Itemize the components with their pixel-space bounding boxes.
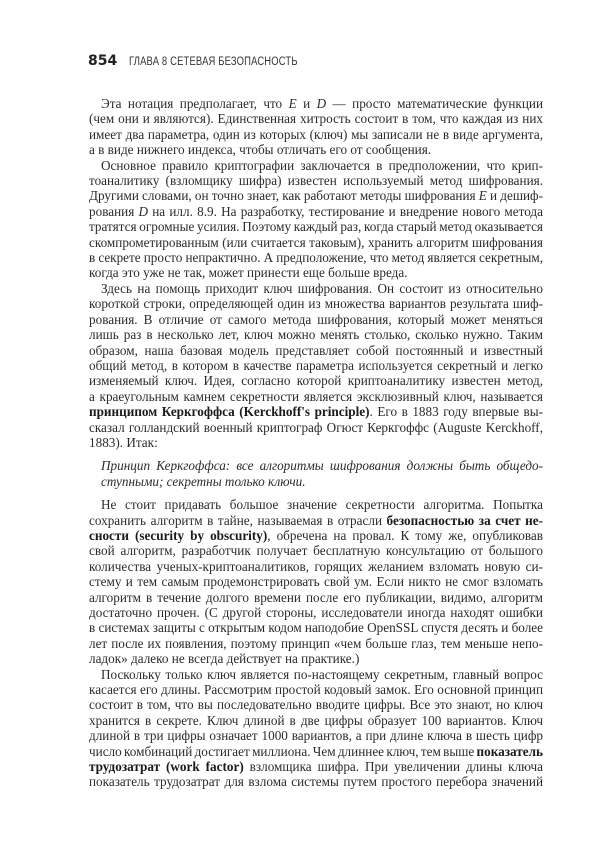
text-line bbox=[89, 713, 543, 728]
text-run: скомпрометированным (или считается таковым), хранить алгоритм шифрования bbox=[89, 234, 543, 250]
text-line bbox=[89, 513, 543, 528]
chapter-title: ГЛАВА 8 СЕТЕВАЯ БЕЗОПАСНОСТЬ bbox=[129, 56, 298, 68]
text-run: лишь раз в несколько лет, ключ можно менять столько, сколько нужно. Таким bbox=[89, 327, 543, 343]
text-run: состоит в том, что вы последовательно вводите цифры. Все это знают, но ключ bbox=[89, 697, 543, 713]
page-body-text bbox=[89, 96, 543, 790]
text-line bbox=[89, 373, 543, 388]
text-line bbox=[89, 728, 543, 743]
text-line bbox=[89, 281, 543, 296]
text-run: сохранить алгоритм в тайне, называемая в отрасли bbox=[89, 512, 387, 528]
text-run: Здесь на помощь приходит ключ шифрования. Он состоит из относительно bbox=[101, 280, 543, 296]
paragraph bbox=[89, 497, 543, 666]
text-line bbox=[89, 111, 543, 126]
running-header bbox=[88, 53, 335, 69]
text-run: 1883). Итак: bbox=[89, 434, 158, 450]
text-run: имеет два параметра, один из которых (ключ) мы записали не в виде аргумента, bbox=[89, 126, 543, 142]
text-run: лет после их появления, поэтому принцип «чем больше глаз, тем меньше непо- bbox=[89, 635, 543, 651]
text-line bbox=[89, 590, 543, 605]
text-line bbox=[89, 605, 543, 620]
text-line bbox=[89, 744, 543, 759]
text-line bbox=[89, 420, 543, 435]
text-line bbox=[89, 235, 543, 250]
text-line bbox=[89, 296, 543, 311]
text-run: , обречена на провал. К тому же, опубликовав bbox=[267, 527, 543, 543]
text-line bbox=[89, 559, 543, 574]
text-run: хранится в секрете. Ключ длиной в две цифры образует 100 вариантов. Ключ bbox=[89, 712, 543, 728]
text-run: Поскольку только ключ является по-настоящему секретным, главный вопрос bbox=[101, 666, 543, 682]
text-line bbox=[89, 389, 543, 404]
text-line bbox=[89, 682, 543, 697]
blockquote bbox=[101, 458, 543, 489]
text-line bbox=[89, 620, 543, 635]
text-run: длиной в три цифры означает 1000 вариантов, а при длине ключа в шесть цифр bbox=[89, 728, 543, 744]
text-line bbox=[89, 343, 543, 358]
text-run: Основное правило криптографии заключается в предположении, что крип- bbox=[101, 157, 543, 173]
text-line bbox=[89, 774, 543, 789]
text-line bbox=[89, 204, 543, 219]
text-run: на илл. 8.9. На разработку, тестирование и внедрение нового метода bbox=[148, 203, 543, 219]
text-run: изменяемый ключ. Идея, согласно которой криптоаналитику известен метод, bbox=[89, 373, 543, 389]
text-run: Другими словами, он точно знает, как работают методы шифрования bbox=[89, 188, 479, 204]
text-run: а в виде нижнего индекса, чтобы отличать его от сообщения. bbox=[89, 142, 432, 158]
text-run: в системах защиты с открытым кодом наподобие OpenSSL спустя десять и более bbox=[89, 620, 543, 636]
bold-term: принципом Керкгоффса (Kerckhoff's principle) bbox=[89, 404, 370, 420]
math-variable: E bbox=[288, 96, 297, 111]
text-run: свой алгоритм, разработчик получает бесплатную консультацию от большого bbox=[89, 543, 543, 559]
text-run: когда это уже не так, может принести еще больше вреда. bbox=[89, 265, 408, 281]
text-run: (чем они и являются). Единственная хитрость состоит в том, что каждая из них bbox=[89, 111, 543, 127]
text-run: достаточно прочен. (С другой стороны, исследователи иногда находят ошибки bbox=[89, 605, 543, 620]
math-variable: D bbox=[138, 203, 149, 219]
text-run: в секрете просто непрактично. А предположение, что метод является секретным, bbox=[89, 250, 543, 266]
text-run: стему и тем самым продемонстрировать свой ум. Если никто не смог взломать bbox=[89, 574, 543, 590]
paragraph bbox=[89, 281, 543, 450]
text-run: и bbox=[296, 96, 317, 111]
text-line bbox=[89, 96, 543, 111]
bold-term: трудозатрат (work factor) bbox=[89, 759, 244, 775]
text-line bbox=[89, 651, 543, 666]
text-run: рования bbox=[89, 203, 139, 219]
text-line bbox=[89, 265, 543, 280]
text-run: взломщика шифра. При увеличении длины ключа bbox=[243, 759, 543, 775]
text-run: ладок» далеко не всегда действует на практике.) bbox=[89, 651, 360, 667]
math-variable: E bbox=[478, 188, 487, 204]
paragraph bbox=[89, 96, 543, 158]
text-run: касается его длины. Рассмотрим простой кодовый замок. Его основной принцип bbox=[89, 682, 543, 698]
text-run: количества ученых-криптоаналитиков, горящих желанием взломать новую си- bbox=[89, 558, 543, 574]
text-run: а краеугольным камнем секретности является эксклюзивный ключ, называется bbox=[89, 388, 543, 404]
text-run: Принцип Керкгоффса: все алгоритмы шифрования должны быть общедо- bbox=[101, 458, 543, 474]
text-run: число комбинаций достигает миллиона. Чем длиннее ключ, тем выше bbox=[89, 743, 477, 759]
text-line bbox=[89, 404, 543, 419]
text-run: показатель трудозатрат для взлома системы путем простого перебора значений bbox=[89, 774, 543, 790]
paragraph bbox=[89, 158, 543, 281]
text-line bbox=[89, 574, 543, 589]
text-line bbox=[89, 697, 543, 712]
text-run: алгоритм в течение долгого времени после его публикации, видимо, алгоритм bbox=[89, 589, 543, 605]
text-line bbox=[89, 219, 543, 234]
text-line bbox=[89, 327, 543, 342]
text-run: общий метод, в котором в качестве параметра используется секретный и легко bbox=[89, 357, 543, 373]
text-run: Не стоит придавать большое значение секретности алгоритма. Попытка bbox=[101, 497, 543, 513]
text-run: ступными; секретны только ключи. bbox=[101, 473, 306, 489]
text-run: и дешиф- bbox=[486, 188, 543, 204]
text-run: . Его в 1883 году впервые вы- bbox=[369, 404, 543, 420]
text-line bbox=[89, 497, 543, 512]
text-run: Эта нотация предполагает, что bbox=[101, 96, 289, 111]
page-number: 854 bbox=[88, 53, 118, 69]
text-line bbox=[89, 173, 543, 188]
text-line bbox=[89, 528, 543, 543]
text-line bbox=[89, 127, 543, 142]
text-run: короткой строки, определяющей один из множества вариантов результата шиф- bbox=[89, 296, 543, 312]
text-line bbox=[89, 158, 543, 173]
text-run: образом, наша базовая модель представляет собой постоянный и известный bbox=[89, 342, 543, 358]
text-run: рования. В отличие от самого метода шифрования, который может меняться bbox=[89, 311, 543, 327]
text-run: сказал голландский военный криптограф Огюст Керкгоффс (Auguste Kerckhoff, bbox=[89, 419, 543, 435]
text-line bbox=[89, 312, 543, 327]
text-line bbox=[89, 188, 543, 203]
text-line bbox=[101, 458, 543, 473]
text-run: тоаналитику (взломщику шифра) известен используемый метод шифрования. bbox=[89, 173, 543, 189]
bold-term: сности (security by obscurity) bbox=[89, 527, 268, 543]
math-variable: D bbox=[316, 96, 327, 111]
text-line bbox=[89, 142, 543, 157]
text-line bbox=[89, 543, 543, 558]
text-line bbox=[101, 474, 543, 489]
text-line bbox=[89, 667, 543, 682]
text-run: — просто математические функции bbox=[326, 96, 543, 111]
bold-term: показатель bbox=[476, 743, 543, 759]
bold-term: безопасностью за счет не- bbox=[386, 512, 543, 528]
text-line bbox=[89, 636, 543, 651]
paragraph bbox=[89, 667, 543, 790]
text-line bbox=[89, 358, 543, 373]
text-run: тратятся огромные усилия. Поэтому каждый раз, когда старый метод оказывается bbox=[89, 219, 543, 235]
text-line bbox=[89, 250, 543, 265]
text-line bbox=[89, 759, 543, 774]
text-line bbox=[89, 435, 543, 450]
